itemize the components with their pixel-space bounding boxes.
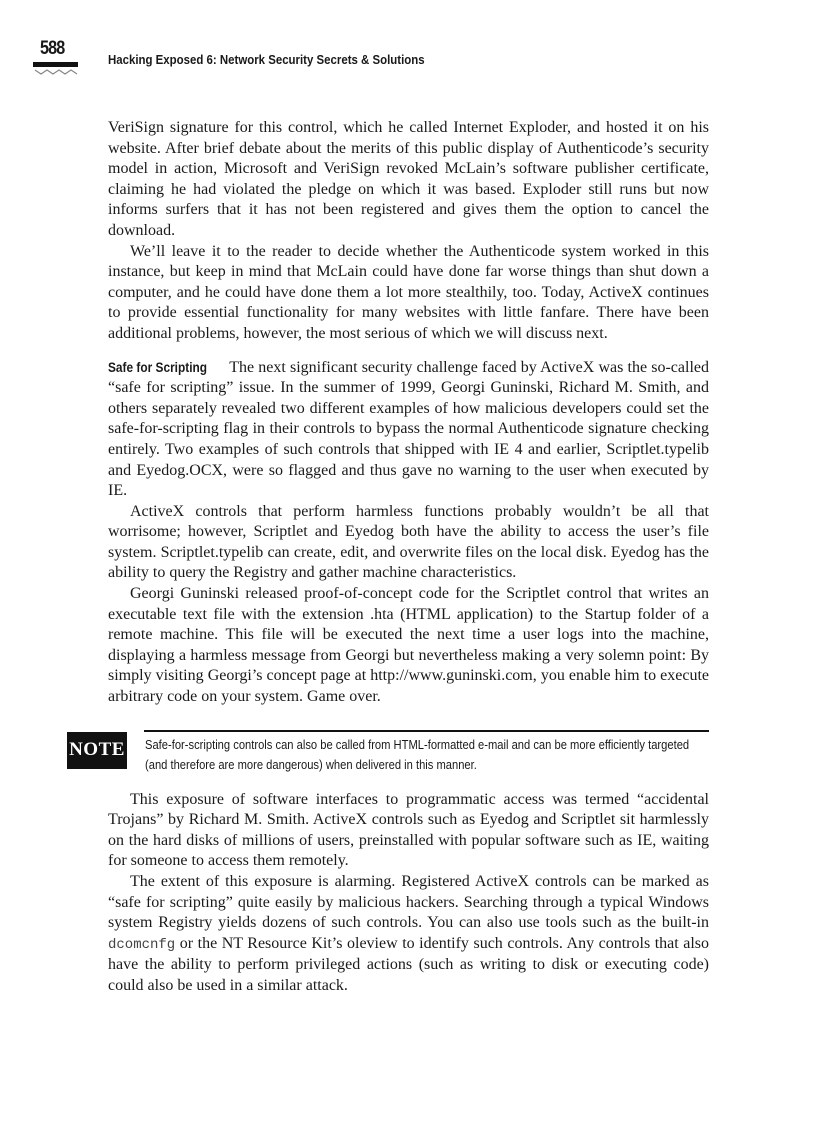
header-ornament <box>33 69 78 75</box>
paragraph-text: or the NT Resource Kit’s oleview to identify such controls. Any controls that also have the ability to perform privileged actions (such as writing to disk or executing code) could also be used in a similar attack. <box>108 934 710 994</box>
command-name: dcomcnfg <box>108 936 176 953</box>
paragraph-text: The extent of this exposure is alarming. Registered ActiveX controls can be marked as “safe for scripting” quite easily by malicious hackers. Searching through a typical Windows system Registry yields dozens of such controls. You can also use tools such as the built-in <box>108 873 709 932</box>
body-paragraph <box>108 872 709 997</box>
note-box <box>67 730 709 772</box>
body-paragraph: VeriSign signature for this control, which he called Internet Exploder, and hosted it on his website. After brief debate about the merits of this public display of Authenticode’s security model in action, Microsoft and VeriSign revoked McLain’s software publisher certificate, claiming he had violated the pledge on which it was based. Exploder still runs but now informs surfers that it has not been registered and gives them the option to cancel the download. <box>108 119 709 239</box>
note-text: Safe-for-scripting controls can also be called from HTML-formatted e-mail and can be more efficiently targeted (and therefore are more dangerous) when delivered in this manner. <box>145 736 690 772</box>
running-header-title: Hacking Exposed 6: Network Security Secrets & Solutions <box>108 52 425 67</box>
page-body <box>69 118 710 997</box>
section-paragraph <box>108 358 709 502</box>
note-label: NOTE <box>67 732 127 769</box>
page-number: 588 <box>40 38 65 59</box>
body-paragraph: ActiveX controls that perform harmless functions probably wouldn’t be all that worrisome; however, Scriptlet and Eyedog both have the ability to access the user’s file system. Scriptlet.typelib can create, edit, and overwrite files on the local disk. Eyedog has the ability to query the Registry and gather machine characteristics. <box>108 502 709 582</box>
body-paragraph: Georgi Guninski released proof-of-concept code for the Scriptlet control that writes an executable text file with the extension .hta (HTML application) to the Startup folder of a remote machine. This file will be executed the next time a user logs into the machine, displaying a harmless message from Georgi but nevertheless making a very solemn point: By simply visiting Georgi’s concept page at http://www.guninski.com, you enable him to execute arbitrary code on your system. Game over. <box>108 585 709 706</box>
section-text: The next significant security challenge faced by ActiveX was the so-called “safe for scripting” issue. In the summer of 1999, Georgi Guninski, Richard M. Smith, and others separately revealed two different examples of how malicious developers could set the safe-for-scripting flag in their controls to bypass the normal Authenticode signature checking entirely. Two examples of such controls that shipped with IE 4 and earlier, Scriptlet.typelib and Eyedog.OCX, were so flagged and thus gave no warning to the user when executed by IE. <box>108 358 709 500</box>
section-heading: Safe for Scripting <box>108 359 208 375</box>
note-rule <box>144 730 709 732</box>
body-paragraph: This exposure of software interfaces to programmatic access was termed “accidental Trojans” by Richard M. Smith. ActiveX controls such as Eyedog and Scriptlet sit harmlessly on the hard disks of millions of users, preinstalled with popular software such as IE, waiting for someone to access them remotely. <box>108 790 709 870</box>
header-rule <box>33 62 78 67</box>
body-paragraph: We’ll leave it to the reader to decide whether the Authenticode system worked in this instance, but keep in mind that McLain could have done far worse things than shut down a computer, and he could have done them a lot more stealthily, too. Today, ActiveX continues to provide essential functionality for many websites with little fanfare. There have been additional problems, however, the most serious of which we will discuss next. <box>108 242 709 342</box>
